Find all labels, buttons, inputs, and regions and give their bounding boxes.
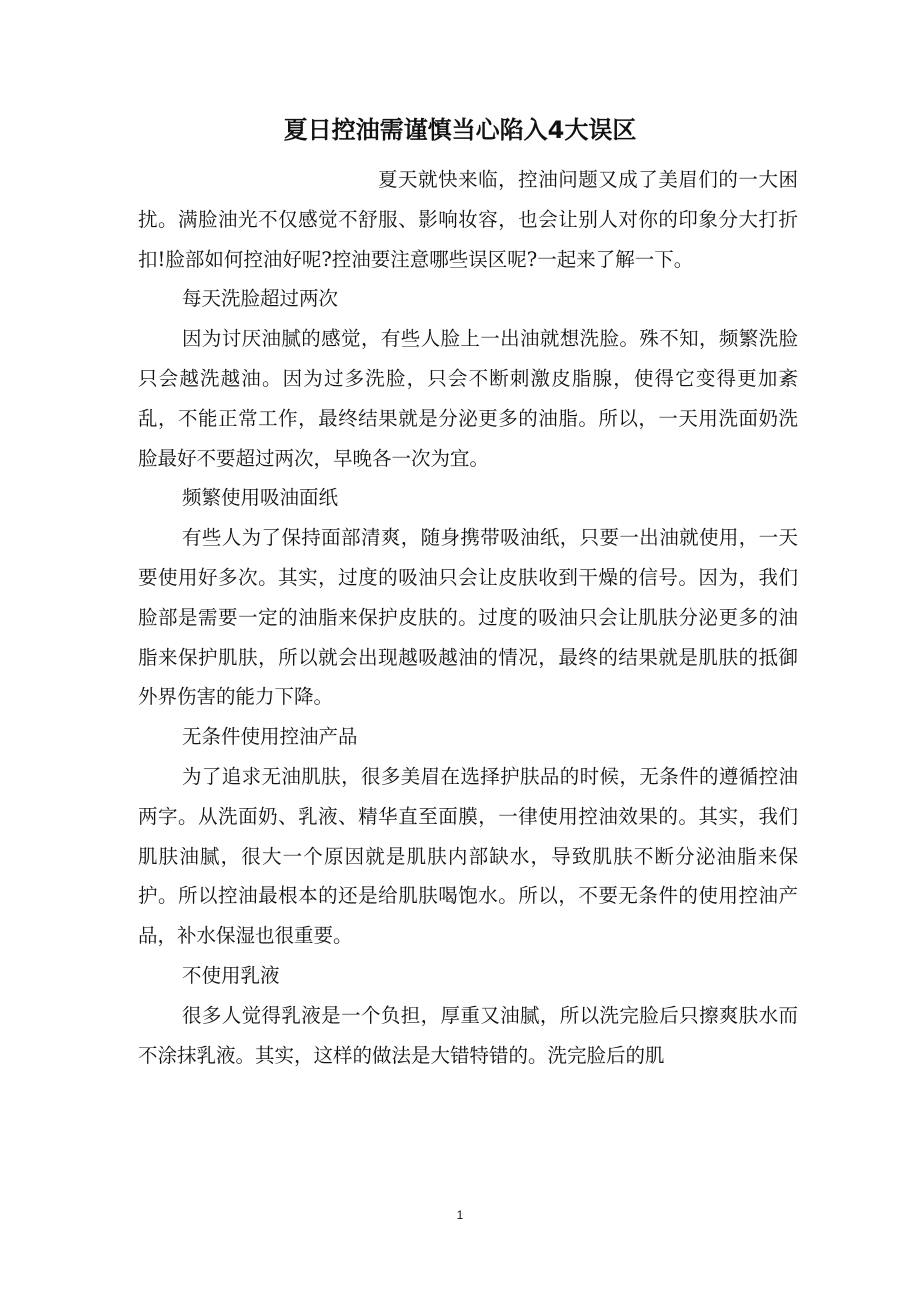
document-body xyxy=(138,160,798,1075)
body-paragraph: 很多人觉得乳液是一个负担，厚重又油腻，所以洗完脸后只擦爽肤水而不涂抹乳液。其实，这样的做法是大错特错的。洗完脸后的肌 xyxy=(138,1003,798,1067)
document-title: 夏日控油需谨慎当心陷入4大误区 xyxy=(283,116,637,144)
section-heading: 不使用乳液 xyxy=(182,963,280,987)
body-paragraph: 为了追求无油肌肤，很多美眉在选择护肤品的时候，无条件的遵循控油两字。从洗面奶、乳液、精华直至面膜，一律使用控油效果的。其实，我们肌肤油腻，很大一个原因就是肌肤内部缺水，导致肌肤不断分泌油脂来保护。所以控油最根本的还是给肌肤喝饱水。所以，不要无条件的使用控油产品，补水保湿也很重要。 xyxy=(138,764,798,948)
section-heading: 无条件使用控油产品 xyxy=(182,725,358,749)
page-number: 1 xyxy=(456,1208,464,1222)
section-heading: 每天洗脸超过两次 xyxy=(182,287,339,311)
intro-paragraph: 夏天就快来临，控油问题又成了美眉们的一大困扰。满脸油光不仅感觉不舒服、影响妆容，也会让别人对你的印象分大打折扣!脸部如何控油好呢?控油要注意哪些误区呢?一起来了解一下。 xyxy=(138,168,798,271)
section-heading: 频繁使用吸油面纸 xyxy=(182,486,339,510)
body-paragraph: 有些人为了保持面部清爽，随身携带吸油纸，只要一出油就使用，一天要使用好多次。其实，过度的吸油只会让皮肤收到干燥的信号。因为，我们脸部是需要一定的油脂来保护皮肤的。过度的吸油只会让肌肤分泌更多的油脂来保护肌肤，所以就会出现越吸越油的情况，最终的结果就是肌肤的抵御外界伤害的能力下降。 xyxy=(138,526,798,709)
body-paragraph: 因为讨厌油腻的感觉，有些人脸上一出油就想洗脸。殊不知，频繁洗脸只会越洗越油。因为过多洗脸，只会不断刺激皮脂腺，使得它变得更加紊乱，不能正常工作，最终结果就是分泌更多的油脂。所以，一天用洗面奶洗脸最好不要超过两次，早晚各一次为宜。 xyxy=(138,327,798,470)
